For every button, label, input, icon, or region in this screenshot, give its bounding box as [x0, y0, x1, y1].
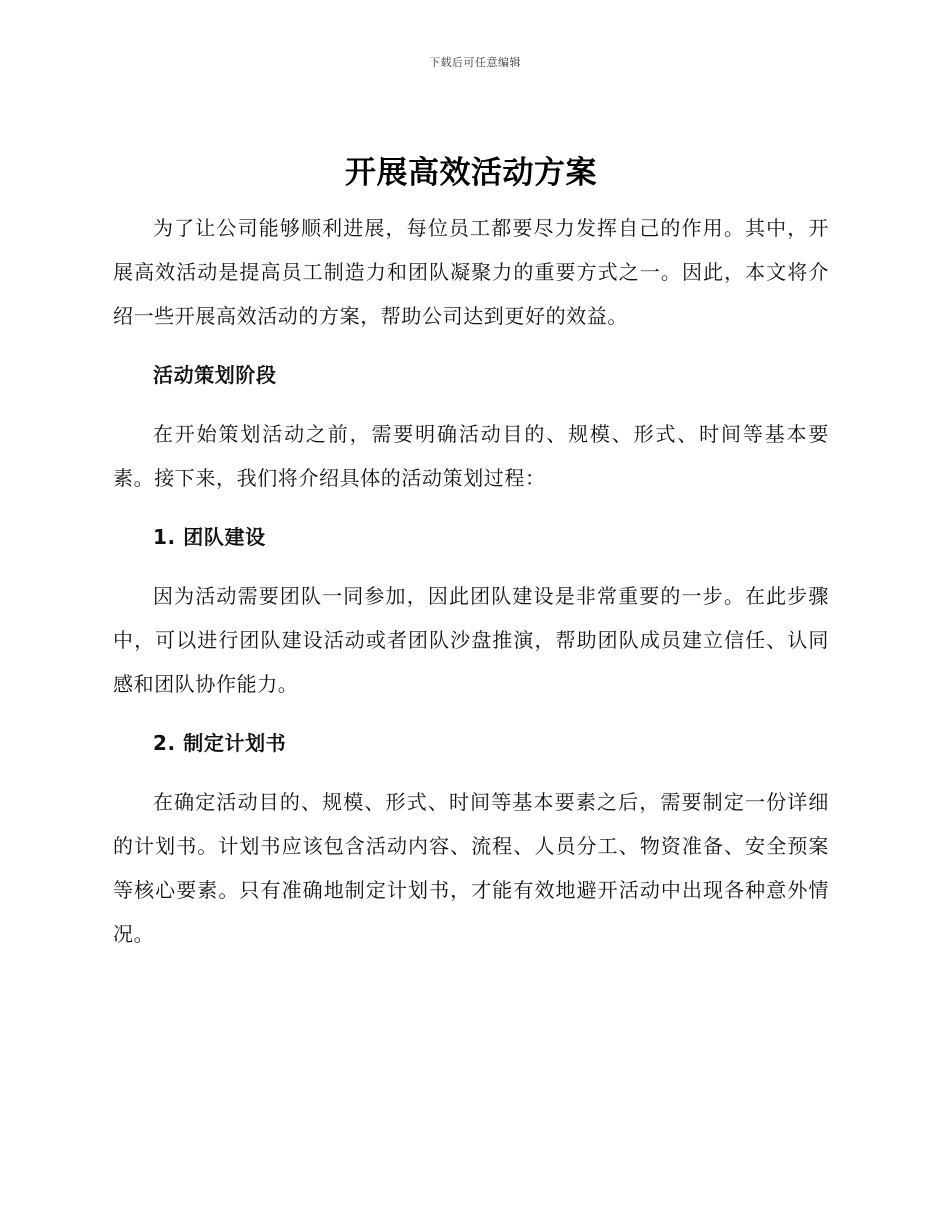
intro-paragraph: 为了让公司能够顺利进展，每位员工都要尽力发挥自己的作用。其中，开展高效活动是提高员工制造力和团队凝聚力的重要方式之一。因此，本文将介绍一些开展高效活动的方案，帮助公司达到更好的效益。	[113, 216, 829, 328]
spacer	[113, 338, 829, 353]
spacer	[113, 196, 829, 206]
document-title: 开展高效活动方案	[345, 155, 597, 191]
header-note: 下载后可任意编辑	[429, 56, 521, 69]
spacer	[113, 706, 829, 721]
step1-paragraph: 因为活动需要团队一同参加，因此团队建设是非常重要的一步。在此步骤中，可以进行团队建设活动或者团队沙盘推演，帮助团队成员建立信任、认同感和团队协作能力。	[113, 584, 829, 696]
step2-paragraph: 在确定活动目的、规模、形式、时间等基本要素之后，需要制定一份详细的计划书。计划书应该包含活动内容、流程、人员分工、物资准备、安全预案等核心要素。只有准确地制定计划书，才能有效地避开活动中出现各种意外情况。	[113, 790, 829, 946]
spacer	[113, 500, 829, 515]
section-intro-paragraph: 在开始策划活动之前，需要明确活动目的、规模、形式、时间等基本要素。接下来，我们将介绍具体的活动策划过程：	[113, 422, 829, 490]
document-body	[113, 150, 829, 956]
spacer	[113, 397, 829, 412]
spacer	[113, 765, 829, 780]
section-heading: 活动策划阶段	[153, 363, 277, 387]
step2-heading: 2. 制定计划书	[153, 731, 287, 755]
spacer	[113, 559, 829, 574]
step1-heading: 1. 团队建设	[153, 525, 266, 549]
